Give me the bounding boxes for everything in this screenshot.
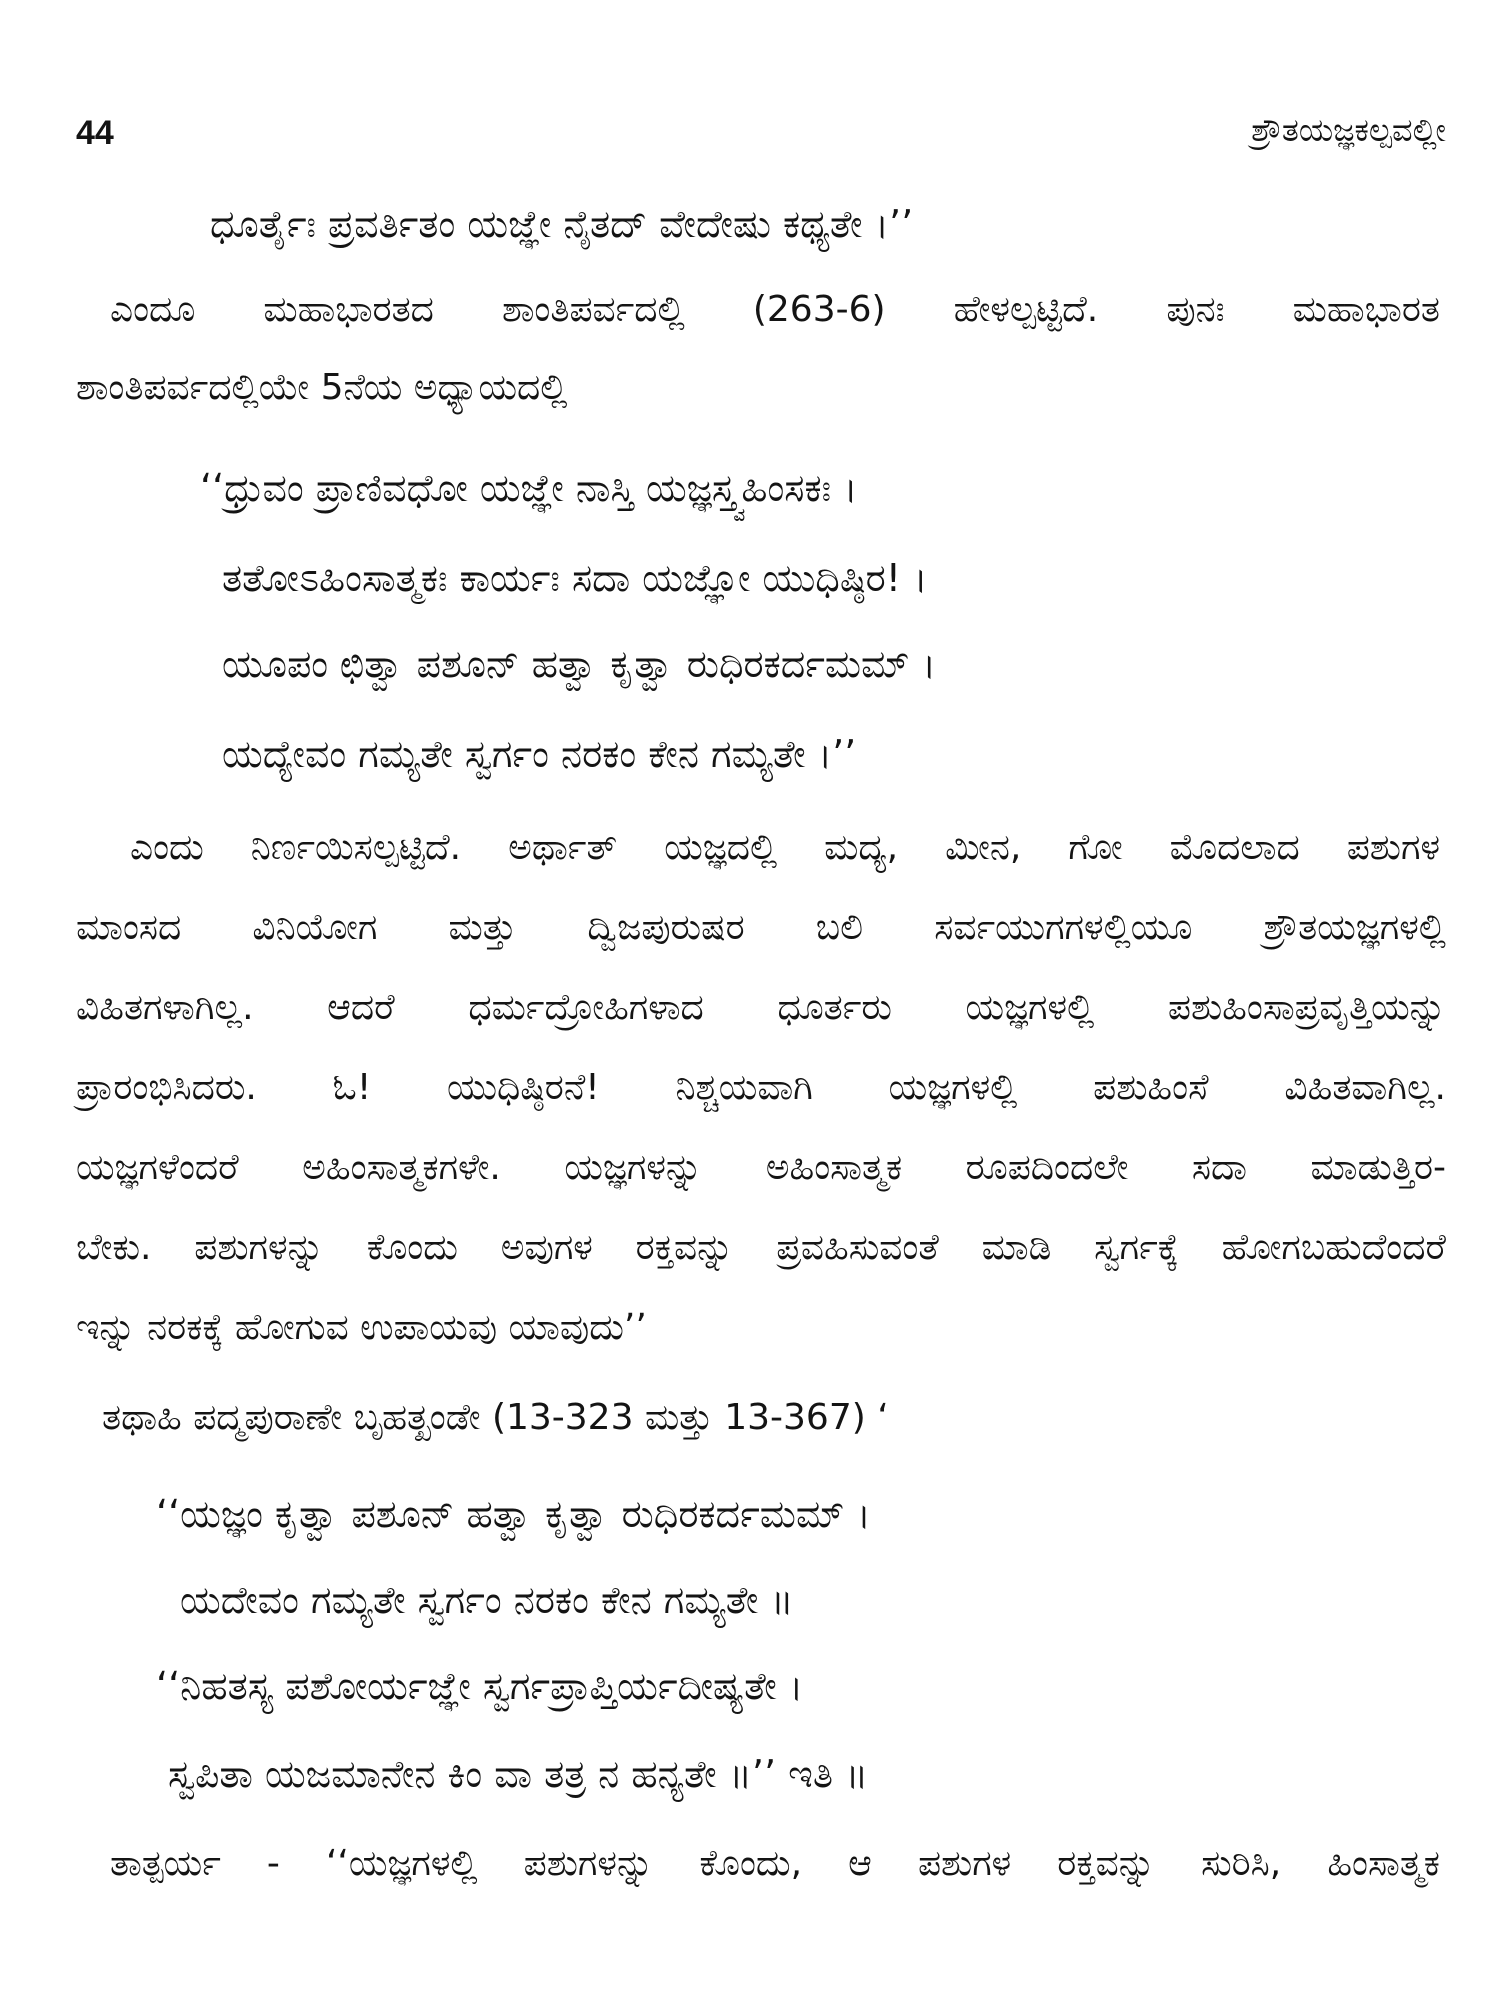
body-line: ಪ್ರಾರಂಭಿಸಿದರು. ಓ! ಯುಧಿಷ್ಠಿರನೆ! ನಿಶ್ಚಯವಾಗಿ ಯಜ್ಞಗಳಲ್ಲಿ ಪಶುಹಿಂಸೆ ವಿಹಿತವಾಗಿಲ್ಲ. xyxy=(76,1067,1446,1108)
body-line: ಎಂದೂ ಮಹಾಭಾರತದ ಶಾಂತಿಪರ್ವದಲ್ಲಿ (263-6) ಹೇಳಲ್ಪಟ್ಟಿದೆ. ಪುನಃ ಮಹಾಭಾರತ xyxy=(110,289,1440,330)
verse-line: ‘‘ಧ್ರುವಂ ಪ್ರಾಣಿವಧೋ ಯಜ್ಞೇ ನಾಸ್ತಿ ಯಜ್ಞಸ್ತ್ವಹಿಂಸಕಃ । xyxy=(200,466,858,510)
running-title: ಶ್ರೌತಯಜ್ಞಕಲ್ಪವಲ್ಲೀ xyxy=(1251,111,1446,149)
verse-line: ತತೋಽಹಿಂಸಾತ್ಮಕಃ ಕಾರ್ಯಃ ಸದಾ ಯಜ್ಞೋ ಯುಧಿಷ್ಠಿರ! । xyxy=(222,556,928,600)
verse-line: ಯದ್ಯೇವಂ ಗಮ್ಯತೇ ಸ್ವರ್ಗಂ ನರಕಂ ಕೇನ ಗಮ್ಯತೇ ।’’ xyxy=(222,732,857,776)
body-line: ಇನ್ನು ನರಕಕ್ಕೆ ಹೋಗುವ ಉಪಾಯವು ಯಾವುದು’’ xyxy=(76,1307,647,1348)
body-line: ತಥಾಹಿ ಪದ್ಮಪುರಾಣೇ ಬೃಹತ್ಖಂಡೇ (13-323 ಮತ್ತು 13-367) ‘ xyxy=(102,1397,889,1438)
verse-line: ಸ್ವಪಿತಾ ಯಜಮಾನೇನ ಕಿಂ ವಾ ತತ್ರ ನ ಹನ್ಯತೇ ॥’’ ಇತಿ ॥ xyxy=(168,1752,869,1796)
verse-line: ‘‘ಯಜ್ಞಂ ಕೃತ್ವಾ ಪಶೂನ್ ಹತ್ವಾ ಕೃತ್ವಾ ರುಧಿರಕರ್ದಮಮ್ । xyxy=(156,1492,871,1536)
page-number: 44 xyxy=(76,114,114,152)
verse-line: ‘‘ನಿಹತಸ್ಯ ಪಶೋರ್ಯಜ್ಞೇ ಸ್ವರ್ಗಪ್ರಾಪ್ತಿರ್ಯದೀಷ್ಯತೇ । xyxy=(156,1664,804,1708)
body-line: ವಿಹಿತಗಳಾಗಿಲ್ಲ. ಆದರೆ ಧರ್ಮದ್ರೋಹಿಗಳಾದ ಧೂರ್ತರು ಯಜ್ಞಗಳಲ್ಲಿ ಪಶುಹಿಂಸಾಪ್ರವೃತ್ತಿಯನ್ನು xyxy=(76,987,1446,1028)
body-line: ಶಾಂತಿಪರ್ವದಲ್ಲಿಯೇ 5ನೆಯ ಅಧ್ಯಾಯದಲ್ಲಿ xyxy=(76,367,568,408)
body-line: ಎಂದು ನಿರ್ಣಯಿಸಲ್ಪಟ್ಟಿದೆ. ಅರ್ಥಾತ್ ಯಜ್ಞದಲ್ಲಿ ಮದ್ಯ, ಮೀನ, ಗೋ ಮೊದಲಾದ ಪಶುಗಳ xyxy=(130,827,1440,868)
body-line: ಯಜ್ಞಗಳೆಂದರೆ ಅಹಿಂಸಾತ್ಮಕಗಳೇ. ಯಜ್ಞಗಳನ್ನು ಅಹಿಂಸಾತ್ಮಕ ರೂಪದಿಂದಲೇ ಸದಾ ಮಾಡುತ್ತಿರ- xyxy=(76,1147,1446,1188)
verse-line: ಧೂರ್ತೈಃ ಪ್ರವರ್ತಿತಂ ಯಜ್ಞೇ ನೈತದ್ ವೇದೇಷು ಕಥ್ಯತೇ ।’’ xyxy=(210,202,914,246)
body-line: ತಾತ್ಪರ್ಯ - ‘‘ಯಜ್ಞಗಳಲ್ಲಿ ಪಶುಗಳನ್ನು ಕೊಂದು, ಆ ಪಶುಗಳ ರಕ್ತವನ್ನು ಸುರಿಸಿ, ಹಿಂಸಾತ್ಮಕ xyxy=(110,1843,1440,1884)
body-line: ಬೇಕು. ಪಶುಗಳನ್ನು ಕೊಂದು ಅವುಗಳ ರಕ್ತವನ್ನು ಪ್ರವಹಿಸುವಂತೆ ಮಾಡಿ ಸ್ವರ್ಗಕ್ಕೆ ಹೋಗಬಹುದೆಂದರೆ xyxy=(76,1227,1446,1268)
body-line: ಮಾಂಸದ ವಿನಿಯೋಗ ಮತ್ತು ದ್ವಿಜಪುರುಷರ ಬಲಿ ಸರ್ವಯುಗಗಳಲ್ಲಿಯೂ ಶ್ರೌತಯಜ್ಞಗಳಲ್ಲಿ xyxy=(76,907,1446,948)
verse-line: ಯೂಪಂ ಛಿತ್ವಾ ಪಶೂನ್ ಹತ್ವಾ ಕೃತ್ವಾ ರುಧಿರಕರ್ದಮಮ್ । xyxy=(222,642,937,686)
verse-line: ಯದೇವಂ ಗಮ್ಯತೇ ಸ್ವರ್ಗಂ ನರಕಂ ಕೇನ ಗಮ್ಯತೇ ॥ xyxy=(180,1578,794,1622)
